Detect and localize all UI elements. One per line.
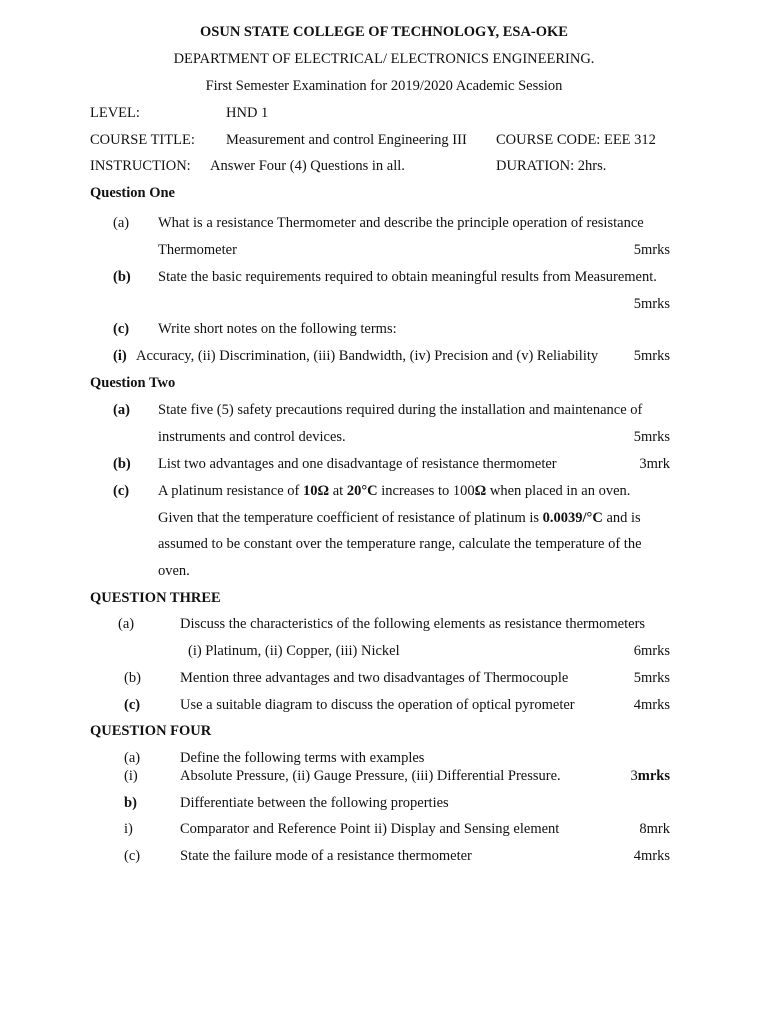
q2-b-label: (b)	[113, 456, 131, 472]
q3-c-mark: 4mrks	[633, 697, 670, 713]
q4-a-mark	[631, 767, 670, 785]
q4-c-label: (c)	[124, 848, 141, 864]
q3-b-label: (b)	[124, 670, 141, 686]
q3-c-text: Use a suitable diagram to discuss the operation of optical pyrometer	[180, 697, 575, 713]
q3-c-label: (c)	[124, 697, 141, 713]
q1-a-text-cont: Thermometer	[158, 242, 237, 258]
q1-b-text: State the basic requirements required to obtain meaningful results from Measurement.	[158, 269, 657, 285]
q2-c-label: (c)	[113, 483, 130, 499]
exam-title: First Semester Examination for 2019/2020 Academic Session	[205, 78, 563, 94]
q4-a-i-label: (i)	[124, 768, 138, 784]
q4-b-text: Differentiate between the following properties	[180, 795, 449, 811]
q2-c-part: when placed in an oven.	[486, 483, 631, 499]
q1-a-text: What is a resistance Thermometer and describe the principle operation of resistance	[158, 215, 644, 231]
q4-b-label: b)	[124, 795, 137, 811]
q2-c-part: increases to 100	[377, 483, 475, 499]
question-three-title: QUESTION THREE	[90, 590, 221, 606]
level-label: LEVEL:	[90, 105, 140, 121]
q1-b-label: (b)	[113, 269, 131, 285]
level-value: HND 1	[226, 105, 269, 121]
q3-a-mark: 6mrks	[633, 643, 670, 659]
q3-a-text-cont: (i) Platinum, (ii) Copper, (iii) Nickel	[188, 643, 400, 659]
q1-c-label: (c)	[113, 321, 130, 337]
q1-c-mark: 5mrks	[633, 348, 670, 364]
instruction-value: Answer Four (4) Questions in all.	[210, 158, 405, 174]
question-one-title: Question One	[90, 185, 175, 201]
q3-a-text: Discuss the characteristics of the following elements as resistance thermometers	[180, 616, 646, 632]
q4-b-i-label: i)	[124, 821, 133, 837]
q2-a-mark: 5mrks	[633, 429, 670, 445]
q2-c-part: Given that the temperature coefficient of resistance of platinum is	[158, 510, 543, 526]
instruction-label: INSTRUCTION:	[90, 158, 191, 174]
q4-a-text: Define the following terms with examples	[180, 750, 425, 766]
course-code: COURSE CODE: EEE 312	[496, 132, 656, 148]
q2-c-text-line2	[158, 509, 641, 527]
duration: DURATION: 2hrs.	[496, 158, 607, 174]
q2-a-label: (a)	[113, 402, 130, 418]
q4-a-mark-number: 3	[630, 768, 638, 784]
q2-c-text	[158, 482, 630, 500]
q4-a-mark-unit: mrks	[637, 768, 670, 784]
question-two-title: Question Two	[90, 375, 176, 391]
course-title-label: COURSE TITLE:	[90, 132, 195, 148]
q4-a-i-text: Absolute Pressure, (ii) Gauge Pressure, (iii) Differential Pressure.	[180, 768, 561, 784]
q4-b-mark: 8mrk	[639, 821, 670, 837]
q1-a-label: (a)	[113, 215, 130, 231]
q1-c-text: Write short notes on the following terms:	[158, 321, 397, 337]
q2-b-text: List two advantages and one disadvantage of resistance thermometer	[158, 456, 557, 472]
q3-b-mark: 5mrks	[633, 670, 670, 686]
institution-title: OSUN STATE COLLEGE OF TECHNOLOGY, ESA-OKE	[200, 24, 568, 40]
q2-c-temperature: 20°C	[346, 483, 378, 499]
q2-c-part: A platinum resistance of	[158, 483, 303, 499]
q2-a-text-cont: instruments and control devices.	[158, 429, 346, 445]
q1-a-mark: 5mrks	[633, 242, 670, 258]
q2-a-text: State five (5) safety precautions required during the installation and maintenance of	[158, 402, 643, 418]
q2-c-part: at	[329, 483, 347, 499]
q2-c-coefficient: 0.0039/°C	[542, 510, 603, 526]
q2-c-ohm: Ω	[474, 483, 487, 499]
q4-c-text: State the failure mode of a resistance thermometer	[180, 848, 472, 864]
q4-c-mark: 4mrks	[633, 848, 670, 864]
department-title: DEPARTMENT OF ELECTRICAL/ ELECTRONICS ENGINEERING.	[173, 51, 595, 67]
course-title-value: Measurement and control Engineering III	[226, 132, 467, 148]
q3-b-text: Mention three advantages and two disadvantages of Thermocouple	[180, 670, 569, 686]
q2-c-text-line3: assumed to be constant over the temperature range, calculate the temperature of the	[158, 536, 642, 552]
q4-b-i-text: Comparator and Reference Point ii) Display and Sensing element	[180, 821, 560, 837]
q2-c-part: and is	[602, 510, 641, 526]
q1-b-mark: 5mrks	[633, 296, 670, 312]
q2-c-resistance: 10Ω	[302, 483, 330, 499]
q2-b-mark: 3mrk	[639, 456, 670, 472]
q1-c-i-label: (i)	[113, 348, 127, 364]
q3-a-label: (a)	[118, 616, 135, 632]
q2-c-text-line4: oven.	[158, 563, 190, 579]
q4-a-label: (a)	[124, 750, 141, 766]
question-four-title: QUESTION FOUR	[90, 723, 212, 739]
q1-c-i-text: Accuracy, (ii) Discrimination, (iii) Bandwidth, (iv) Precision and (v) Reliability	[136, 348, 599, 364]
